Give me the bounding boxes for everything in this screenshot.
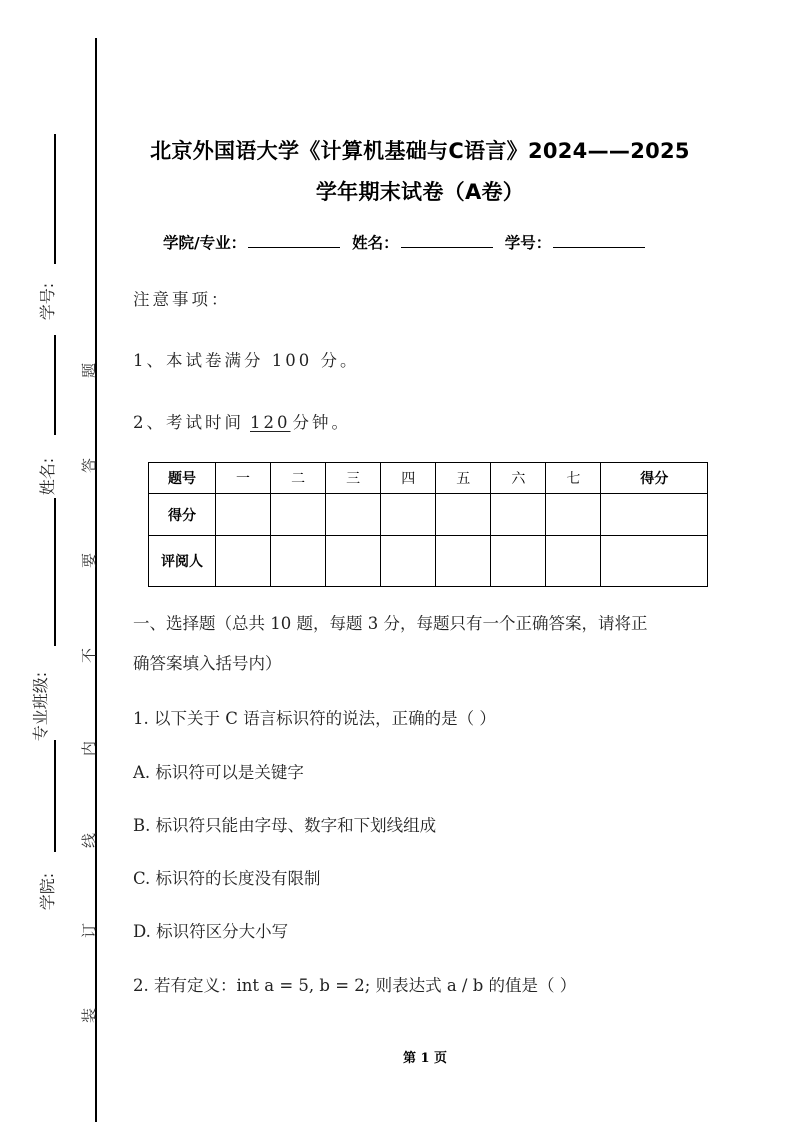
- major-class-underline: [54, 498, 56, 646]
- score-cell[interactable]: [491, 494, 546, 536]
- name-field[interactable]: [352, 231, 493, 253]
- note-item-2-prefix: 2、考试时间: [133, 413, 244, 432]
- question-1-option-b: B. 标识符只能由字母、数字和下划线组成: [133, 816, 437, 835]
- header-cell: 五: [436, 463, 491, 494]
- name-label: 姓名:: [38, 457, 58, 496]
- question-1-stem: 1. 以下关于 C 语言标识符的说法，正确的是（ ）: [133, 709, 496, 728]
- score-cell[interactable]: [271, 494, 326, 536]
- margin-char: 装: [80, 1007, 99, 1024]
- question-1-option-c: C. 标识符的长度没有限制: [133, 869, 321, 888]
- score-cell[interactable]: [601, 494, 708, 536]
- row-label: 得分: [149, 494, 216, 536]
- college-major-blank[interactable]: [248, 231, 340, 248]
- name-label: 姓名：: [352, 234, 399, 252]
- score-cell[interactable]: [546, 494, 601, 536]
- student-id-field[interactable]: [505, 231, 646, 253]
- margin-char: 要: [80, 552, 99, 569]
- student-id-label: 学号:: [38, 282, 58, 321]
- college-label: 学院:: [38, 872, 58, 911]
- score-cell[interactable]: [436, 494, 491, 536]
- header-cell: 三: [326, 463, 381, 494]
- exam-title-line2: 学年期末试卷（A卷）: [315, 180, 525, 204]
- grader-cell[interactable]: [491, 536, 546, 587]
- grader-cell[interactable]: [601, 536, 708, 587]
- binding-line: [95, 38, 97, 1122]
- college-major-field[interactable]: [163, 231, 340, 253]
- score-cell[interactable]: [381, 494, 436, 536]
- header-cell: 二: [271, 463, 326, 494]
- note-item-2: [133, 409, 351, 433]
- header-cell: 四: [381, 463, 436, 494]
- margin-char: 题: [80, 362, 99, 379]
- student-info-row: [163, 231, 645, 253]
- margin-char: 订: [80, 922, 99, 939]
- exam-title-line1: 北京外国语大学《计算机基础与C语言》2024——2025: [150, 139, 690, 163]
- name-blank[interactable]: [401, 231, 493, 248]
- grader-cell[interactable]: [381, 536, 436, 587]
- table-row: [149, 536, 708, 587]
- name-underline-top: [54, 335, 56, 435]
- grader-cell[interactable]: [436, 536, 491, 587]
- note-item-2-suffix: 分钟。: [292, 413, 351, 432]
- student-id-blank[interactable]: [553, 231, 645, 248]
- college-underline: [54, 740, 56, 852]
- note-item-1: 1、本试卷满分 100 分。: [133, 351, 360, 370]
- header-cell: 得分: [601, 463, 708, 494]
- score-cell[interactable]: [216, 494, 271, 536]
- score-table: [148, 462, 708, 587]
- score-cell[interactable]: [326, 494, 381, 536]
- header-cell: 六: [491, 463, 546, 494]
- table-row: [149, 494, 708, 536]
- row-label: 评阅人: [149, 536, 216, 587]
- college-major-label: 学院/专业：: [163, 234, 247, 252]
- score-table-header: [149, 463, 708, 494]
- header-cell: 七: [546, 463, 601, 494]
- student-id-label: 学号：: [504, 234, 552, 252]
- header-cell: 题号: [149, 463, 216, 494]
- margin-char: 线: [80, 832, 99, 849]
- notes-heading: 注意事项：: [133, 290, 231, 309]
- student-id-underline: [54, 134, 56, 264]
- question-2-stem: 2. 若有定义：int a = 5, b = 2; 则表达式 a / b 的值是（ ）: [133, 976, 577, 995]
- grader-cell[interactable]: [326, 536, 381, 587]
- exam-duration-value: 120: [250, 413, 291, 432]
- grader-cell[interactable]: [546, 536, 601, 587]
- question-1-option-d: D. 标识符区分大小写: [133, 922, 289, 941]
- header-cell: 一: [216, 463, 271, 494]
- section-heading-line1: 一、选择题（总共 10 题，每题 3 分，每题只有一个正确答案，请将正: [133, 614, 648, 633]
- margin-char: 不: [80, 647, 99, 664]
- grader-cell[interactable]: [271, 536, 326, 587]
- grader-cell[interactable]: [216, 536, 271, 587]
- question-1-option-a: A. 标识符可以是关键字: [133, 763, 304, 782]
- margin-char: 内: [80, 740, 99, 757]
- margin-char: 答: [80, 457, 99, 474]
- section-heading-line2: 确答案填入括号内）: [133, 654, 282, 673]
- page-number: 第 1 页: [402, 1051, 448, 1066]
- major-class-label: 专业班级:: [31, 671, 51, 742]
